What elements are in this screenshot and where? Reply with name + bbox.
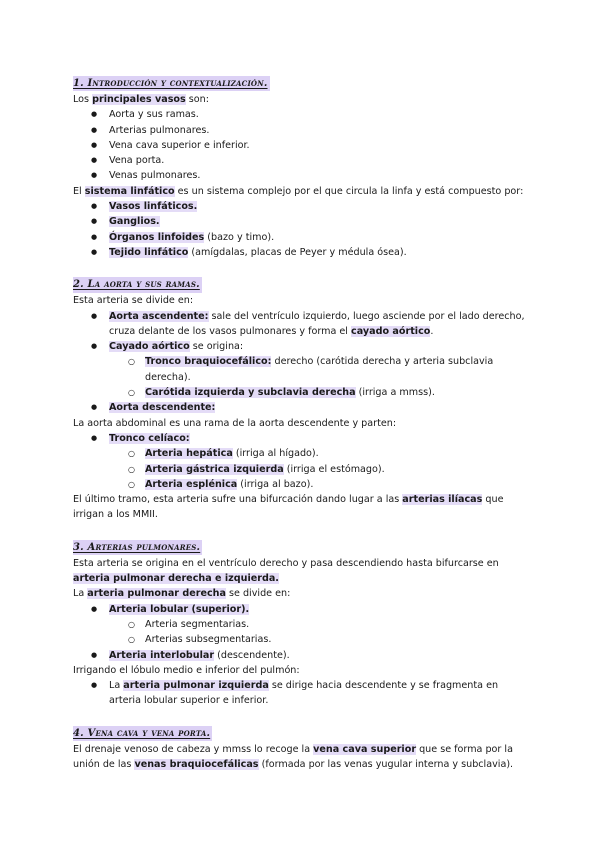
list-item: ● Vena cava superior e inferior. xyxy=(73,138,533,153)
ultimo-tramo-text: El último tramo, esta arteria sufre una bifurcación dando lugar a las arterias ilíacas que irrigan a los MMII. xyxy=(73,494,504,521)
pulmonar-izquierda-list xyxy=(73,678,533,709)
list-subitem: ○ Arteria esplénica (irriga al bazo). xyxy=(73,477,533,492)
section-2-heading: 2. La aorta y sus ramas. xyxy=(73,277,202,292)
list-item: ● Vena porta. xyxy=(73,153,533,168)
list-item: ● Tronco celíaco: xyxy=(73,431,533,446)
pulmonar-derecha-text: La arteria pulmonar derecha se divide en: xyxy=(73,588,291,600)
vasos-intro: Los principales vasos son: xyxy=(73,94,209,105)
section-3-heading: 3. Arterias pulmonares. xyxy=(73,540,202,555)
linfatico-intro: El sistema linfático es un sistema complejo por el que circula la linfa y está compuesto por: xyxy=(73,185,524,197)
list-item: ● Ganglios. xyxy=(73,214,533,229)
pulmonar-derecha-list xyxy=(73,602,533,663)
aorta-intro: Esta arteria se divide en: xyxy=(73,295,194,307)
aorta-abdominal-text: La aorta abdominal es una rama de la aorta descendente y parten: xyxy=(73,417,397,429)
list-item: ● Arteria interlobular (descendente). xyxy=(73,648,533,663)
section-4-heading: 4. Vena cava y vena porta. xyxy=(73,726,212,741)
list-item: ● Venas pulmonares. xyxy=(73,168,533,183)
list-item: ● Órganos linfoides (bazo y timo). xyxy=(73,230,533,245)
list-subitem: ○ Arterias subsegmentarias. xyxy=(73,632,533,647)
list-item: ● Aorta descendente: xyxy=(73,400,533,415)
linfatico-list xyxy=(73,199,533,260)
list-item: ● Arterias pulmonares. xyxy=(73,123,533,138)
list-subitem: ○ Arteria hepática (irriga al hígado). xyxy=(73,446,533,461)
list-subitem: ○ Tronco braquiocefálico: derecho (carótida derecha y arteria subclavia derecha). xyxy=(73,354,533,385)
list-item: ● Aorta ascendente: sale del ventrículo izquierdo, luego asciende por el lado derecho, cruza delante de los vasos pulmonares y forma el cayado aórtico. xyxy=(73,309,533,340)
document-content xyxy=(73,76,533,772)
section-1-heading: 1. Introducción y contextualización. xyxy=(73,76,270,91)
pulmonar-intro: Esta arteria se origina en el ventrículo derecho y pasa descendiendo hasta bifurcarse en arteria pulmonar derecha e izquierda. xyxy=(73,557,499,585)
list-item: ● Cayado aórtico se origina: xyxy=(73,339,533,354)
list-item: ● Tejido linfático (amígdalas, placas de Peyer y médula ósea). xyxy=(73,245,533,260)
list-item: ● Vasos linfáticos. xyxy=(73,199,533,214)
list-item: ● Arteria lobular (superior). xyxy=(73,602,533,617)
list-subitem: ○ Arteria segmentarias. xyxy=(73,617,533,632)
list-item: ● La arteria pulmonar izquierda se dirige hacia descendente y se fragmenta en arteria lobular superior e inferior. xyxy=(73,678,533,709)
tronco-list xyxy=(73,431,533,492)
list-subitem: ○ Carótida izquierda y subclavia derecha (irriga a mmss). xyxy=(73,385,533,400)
aorta-list xyxy=(73,309,533,416)
irrigando-text: Irrigando el lóbulo medio e inferior del pulmón: xyxy=(73,664,300,676)
vena-cava-text: El drenaje venoso de cabeza y mmss lo recoge la vena cava superior que se forma por la unión de las venas braquiocefálicas (formada por las venas yugular interna y subclavia). xyxy=(73,743,514,770)
list-subitem: ○ Arteria gástrica izquierda (irriga el estómago). xyxy=(73,462,533,477)
list-item: ● Aorta y sus ramas. xyxy=(73,107,533,122)
vasos-list xyxy=(73,107,533,183)
